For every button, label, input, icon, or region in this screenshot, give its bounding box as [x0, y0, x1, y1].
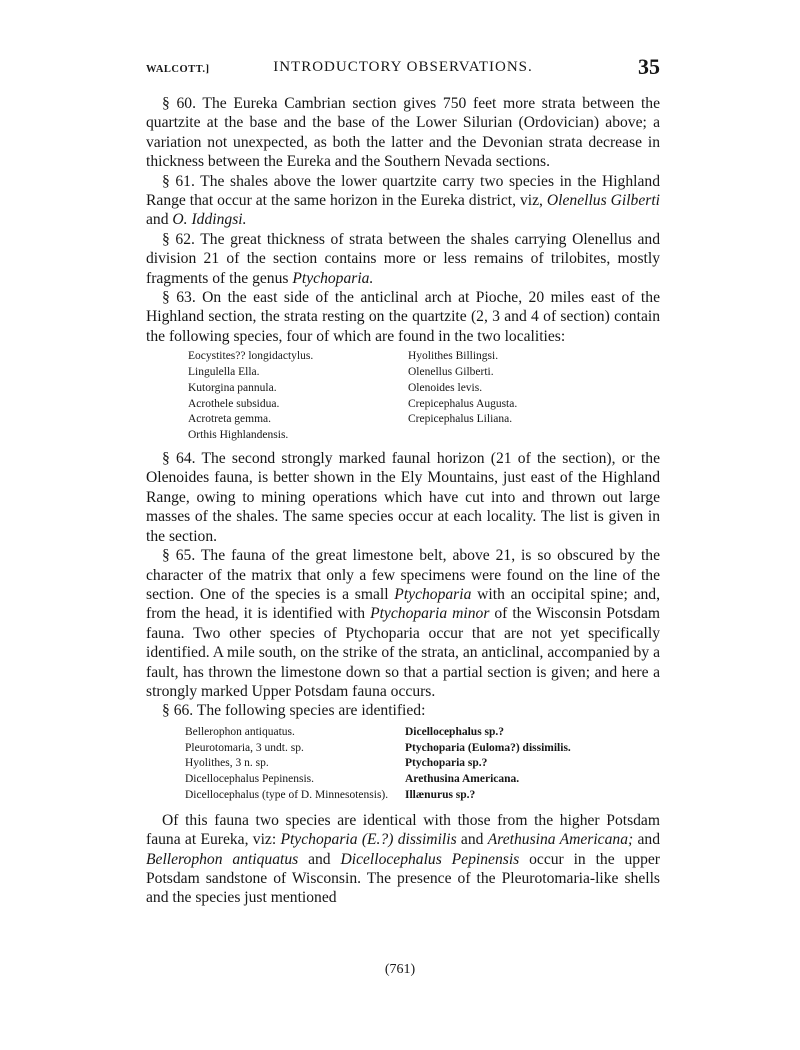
species-item: Ptychoparia (Euloma?) dissimilis. — [405, 741, 571, 754]
species-item: Ptychoparia sp.? — [405, 757, 488, 770]
running-header — [146, 54, 660, 84]
paragraph-64: § 64. The second strongly marked faunal horizon (21 of the section), or the Olenoides fauna, is better shown in the Ely Mountains, just east of the Highland Range, owing to mining operations which have cut into and thrown out large masses of the shales. The same species occur at each locality. The list is given in the section. — [146, 450, 660, 545]
species-item: Eocystites?? longidactylus. — [188, 350, 314, 363]
text-run: with an occipital spine; and, from the head, it is identified with — [146, 585, 660, 623]
species-item: Acrothele subsidua. — [188, 397, 280, 410]
paragraph-66: § 66. The following species are identified: — [162, 702, 426, 720]
species-item: Dicellocephalus Pepinensis. — [185, 773, 315, 786]
species-item: Olenoides levis. — [408, 381, 483, 394]
header-author: WALCOTT.] — [146, 64, 210, 75]
species-item: Crepicephalus Augusta. — [408, 397, 518, 410]
species-item: Bellerophon antiquatus. — [185, 725, 295, 738]
species-name: Bellerophon antiquatus — [146, 850, 299, 868]
species-item: Dicellocephalus (type of D. Minnesotensis). — [185, 788, 389, 801]
species-item: Olenellus Gilberti. — [408, 366, 494, 379]
paragraph-62 — [146, 230, 660, 288]
species-item: Illænurus sp.? — [405, 788, 476, 801]
species-list-pioche — [188, 349, 660, 444]
species-item: Pleurotomaria, 3 undt. sp. — [185, 741, 304, 754]
species-name: Olenellus Gilberti — [546, 192, 660, 210]
text-run: and — [298, 850, 341, 868]
folio-number: (761) — [384, 962, 416, 977]
genus-name: Ptychoparia — [394, 585, 472, 603]
text-run: and — [633, 831, 660, 849]
species-name: Dicellocephalus Pepinensis — [340, 850, 520, 868]
text-run: and — [146, 211, 173, 229]
genus-name: Ptychoparia. — [292, 269, 374, 287]
text-run: of the Wisconsin Potsdam fauna. Two other species of Ptychoparia occur that are not yet specifically identified. A mile south, on the strike of the strata, an anticlinal, accompanied by a fault, has thrown the limestone down so that a partial section is given; and here a strongly marked Upper Potsdam fauna occurs. — [146, 605, 660, 700]
species-item: Lingulella Ella. — [188, 366, 260, 379]
species-column-left — [188, 349, 402, 444]
species-item: Hyolithes Billingsi. — [408, 350, 499, 363]
paragraph-61 — [146, 172, 660, 230]
species-list-limestone — [185, 725, 660, 804]
header-title: INTRODUCTORY OBSERVATIONS. — [273, 59, 533, 75]
text-run: Of this fauna two species are identical with those from the higher Potsdam fauna at Eureka, viz: — [146, 811, 660, 849]
paragraph-63: § 63. On the east side of the anticlinal arch at Pioche, 20 miles east of the Highland section, the strata resting on the quartzite (2, 3 and 4 of section) contain the following species, four of which are found in the two localities: — [146, 289, 660, 345]
species-item: Arethusina Americana. — [405, 773, 520, 786]
text-run: § 65. The fauna of the great limestone belt, above 21, is so obscured by the character of the matrix that only a few specimens were found on the line of the section. One of the species is a small — [146, 547, 660, 603]
paragraph-60: § 60. The Eureka Cambrian section gives 750 feet more strata between the quartzite at the base and the base of the Lower Silurian (Ordovician) above; a variation not unexpected, as both the latter and the Devonian strata decrease in thickness between the Eureka and the Southern Nevada sections. — [146, 95, 660, 171]
page-number: 35 — [638, 54, 660, 79]
paragraph-final — [146, 811, 660, 908]
body-text — [146, 94, 660, 908]
species-item: Orthis Highlandensis. — [188, 429, 289, 442]
species-name: Ptychoparia (E.?) dissimilis — [280, 831, 457, 849]
species-item: Crepicephalus Liliana. — [408, 413, 513, 426]
species-item: Acrotreta gemma. — [188, 413, 272, 426]
text-run: § 62. The great thickness of strata between the shales carrying Olenellus and division 21 of the section contains more or less remains of trilobites, mostly fragments of the genus — [146, 230, 660, 287]
species-item: Dicellocephalus sp.? — [405, 725, 505, 738]
species-name: Ptychoparia minor — [370, 605, 490, 623]
species-column-left — [185, 725, 399, 804]
species-name: Arethusina Americana; — [487, 831, 634, 849]
species-item: Hyolithes, 3 n. sp. — [185, 757, 269, 770]
paragraph-65 — [146, 546, 660, 701]
species-column-right — [408, 349, 622, 444]
species-name: O. Iddingsi. — [172, 211, 247, 229]
text-run: occur in the upper Potsdam sandstone of Wisconsin. The presence of the Pleurotomaria-like shells and the species just mentioned — [146, 850, 660, 907]
species-column-right — [405, 725, 619, 804]
species-item: Kutorgina pannula. — [188, 381, 277, 394]
text-run: and — [456, 831, 488, 849]
text-run: § 61. The shales above the lower quartzite carry two species in the Highland Range that occur at the same horizon in the Eureka district, viz, — [146, 172, 660, 210]
